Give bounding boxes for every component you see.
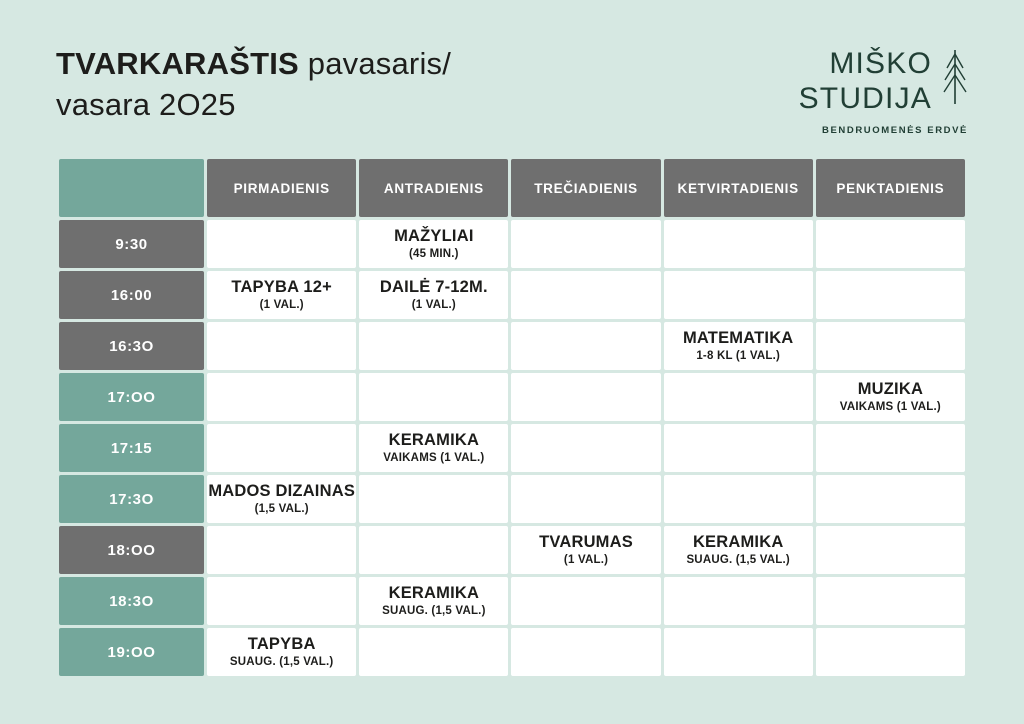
- time-label: 16:3O: [59, 322, 204, 370]
- empty-slot[interactable]: [207, 577, 356, 625]
- title-line2: vasara 2O25: [56, 86, 236, 122]
- poster-header: [56, 44, 968, 140]
- class-title: MATEMATIKA: [682, 329, 794, 348]
- time-label: 16:00: [59, 271, 204, 319]
- class-duration: SUAUG. (1,5 VAL.): [686, 553, 790, 566]
- time-label: 17:3O: [59, 475, 204, 523]
- table-row: [59, 424, 965, 472]
- table-corner-cell: [59, 159, 204, 217]
- empty-slot[interactable]: [359, 373, 508, 421]
- class-duration: SUAUG. (1,5 VAL.): [382, 604, 486, 617]
- day-header-thursday: KETVIRTADIENIS: [664, 159, 813, 217]
- empty-slot[interactable]: [816, 628, 965, 676]
- class-duration: (1 VAL.): [259, 298, 304, 311]
- table-row: [59, 475, 965, 523]
- empty-slot[interactable]: [359, 475, 508, 523]
- page-title: [56, 44, 676, 126]
- empty-slot[interactable]: [664, 577, 813, 625]
- empty-slot[interactable]: [511, 424, 660, 472]
- class-duration: (45 MIN.): [408, 247, 459, 260]
- pine-tree-icon: [942, 48, 968, 111]
- empty-slot[interactable]: [816, 577, 965, 625]
- class-slot[interactable]: [207, 271, 356, 319]
- empty-slot[interactable]: [511, 322, 660, 370]
- class-title: TVARUMAS: [539, 533, 633, 552]
- empty-slot[interactable]: [207, 373, 356, 421]
- table-row: [59, 271, 965, 319]
- empty-slot[interactable]: [511, 628, 660, 676]
- empty-slot[interactable]: [816, 322, 965, 370]
- class-slot[interactable]: [511, 526, 660, 574]
- table-row: [59, 526, 965, 574]
- table-row: [59, 373, 965, 421]
- time-label: 9:30: [59, 220, 204, 268]
- class-slot[interactable]: [664, 526, 813, 574]
- day-header-friday: PENKTADIENIS: [816, 159, 965, 217]
- time-label: 18:3O: [59, 577, 204, 625]
- empty-slot[interactable]: [207, 526, 356, 574]
- empty-slot[interactable]: [207, 322, 356, 370]
- class-slot[interactable]: [816, 373, 965, 421]
- empty-slot[interactable]: [664, 475, 813, 523]
- class-slot[interactable]: [359, 220, 508, 268]
- class-title: KERAMIKA: [388, 584, 480, 603]
- empty-slot[interactable]: [664, 628, 813, 676]
- empty-slot[interactable]: [816, 271, 965, 319]
- table-row: [59, 220, 965, 268]
- empty-slot[interactable]: [816, 526, 965, 574]
- class-duration: 1-8 KL (1 VAL.): [696, 349, 781, 362]
- class-title: MAŽYLIAI: [394, 227, 474, 246]
- class-slot[interactable]: [359, 577, 508, 625]
- time-label: 18:OO: [59, 526, 204, 574]
- class-title: DAILĖ 7-12M.: [379, 278, 488, 297]
- empty-slot[interactable]: [207, 424, 356, 472]
- empty-slot[interactable]: [359, 322, 508, 370]
- empty-slot[interactable]: [207, 220, 356, 268]
- time-label: 19:OO: [59, 628, 204, 676]
- class-duration: (1 VAL.): [411, 298, 456, 311]
- day-header-monday: PIRMADIENIS: [207, 159, 356, 217]
- day-header-wednesday: TREČIADIENIS: [511, 159, 660, 217]
- title-line1-light: pavasaris/: [298, 46, 452, 81]
- empty-slot[interactable]: [511, 475, 660, 523]
- table-row: [59, 577, 965, 625]
- class-title: TAPYBA: [247, 635, 316, 654]
- time-label: 17:15: [59, 424, 204, 472]
- class-title: KERAMIKA: [388, 431, 480, 450]
- table-row: [59, 322, 965, 370]
- empty-slot[interactable]: [664, 373, 813, 421]
- empty-slot[interactable]: [664, 220, 813, 268]
- class-duration: SUAUG. (1,5 VAL.): [229, 655, 334, 668]
- empty-slot[interactable]: [816, 424, 965, 472]
- class-title: KERAMIKA: [692, 533, 784, 552]
- schedule-table: [56, 156, 968, 679]
- class-slot[interactable]: [207, 475, 356, 523]
- class-title: MADOS DIZAINAS: [208, 482, 356, 501]
- class-duration: VAIKAMS (1 VAL.): [839, 400, 941, 413]
- time-label: 17:OO: [59, 373, 204, 421]
- class-slot[interactable]: [207, 628, 356, 676]
- table-header-row: [59, 159, 965, 217]
- empty-slot[interactable]: [816, 220, 965, 268]
- class-duration: (1 VAL.): [563, 553, 609, 566]
- class-duration: VAIKAMS (1 VAL.): [383, 451, 485, 464]
- empty-slot[interactable]: [511, 577, 660, 625]
- empty-slot[interactable]: [511, 373, 660, 421]
- empty-slot[interactable]: [816, 475, 965, 523]
- class-slot[interactable]: [359, 271, 508, 319]
- class-slot[interactable]: [359, 424, 508, 472]
- empty-slot[interactable]: [664, 271, 813, 319]
- empty-slot[interactable]: [359, 526, 508, 574]
- empty-slot[interactable]: [359, 628, 508, 676]
- title-line1-bold: TVARKARAŠTIS: [56, 46, 299, 81]
- empty-slot[interactable]: [664, 424, 813, 472]
- logo-line-1: MIŠKO: [829, 47, 932, 80]
- class-title: TAPYBA 12+: [231, 278, 332, 297]
- logo-subtitle: BENDRUOMENĖS ERDVĖ: [822, 124, 968, 136]
- class-slot[interactable]: [664, 322, 813, 370]
- logo-line-2: STUDIJA: [798, 82, 932, 116]
- empty-slot[interactable]: [511, 220, 660, 268]
- empty-slot[interactable]: [511, 271, 660, 319]
- brand-logo: [708, 46, 968, 136]
- day-header-tuesday: ANTRADIENIS: [359, 159, 508, 217]
- table-row: [59, 628, 965, 676]
- class-title: MUZIKA: [857, 380, 924, 399]
- schedule-body: [59, 220, 965, 676]
- class-duration: (1,5 VAL.): [254, 502, 309, 515]
